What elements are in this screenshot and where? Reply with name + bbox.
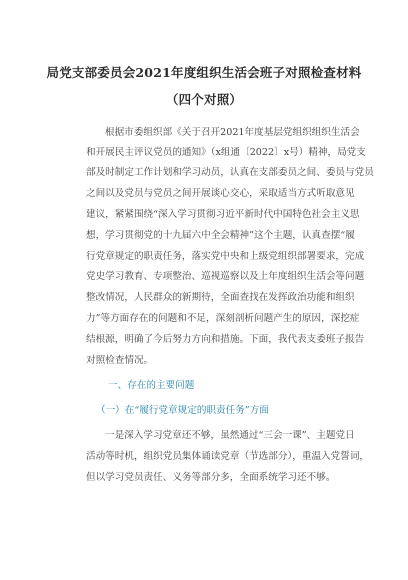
paragraph-line: 之间以及党员与党员之间开展谈心交心，采取适当方式听取意见 xyxy=(86,188,355,199)
paragraph-line: 行党章规定的职责任务，落实党中央和上级党组织部署要求，完成 xyxy=(86,251,365,262)
paragraph-line: 活动等时机，组织党员集体诵读党章（节选部分），重温入党誓词， xyxy=(86,451,370,462)
paragraph-line: 但以学习党员责任、义务等部分多，全面系统学习还不够。 xyxy=(86,472,336,483)
paragraph-line: 想，学习贯彻党的十九届六中全会精神”这个主题，认真查摆“履 xyxy=(86,230,355,241)
paragraph-line: 力”等方面存在的问题和不足，深刻剖析问题产生的原因，深挖症 xyxy=(86,313,360,324)
paragraph-line: 党史学习教育、专项整治、巡视巡察以及上年度组织生活会等问题 xyxy=(86,271,365,282)
paragraph-line: 部及时制定工作计划和学习动员，认真在支部委员之间、委员与党员 xyxy=(86,167,374,178)
paragraph-line: 和开展民主评议党员的通知》（x组通〔2022〕x号）精神，局党支 xyxy=(86,147,366,158)
paragraph-line: 一是深入学习党章还不够，虽然通过“三会一课”、主题党日 xyxy=(105,430,355,441)
section-heading: 一、存在的主要问题 xyxy=(108,380,195,391)
paragraph-line: 整改情况，人民群众的新期待，全面查找在发挥政治功能和组织 xyxy=(86,292,355,303)
paragraph-line: 结根源，明确了今后努力方向和措施。下面，我代表支委班子报告 xyxy=(86,334,365,345)
paragraph-line: 根据市委组织部《关于召开2021年度基层党组织组织生活会 xyxy=(105,127,360,138)
document-subtitle: （四个对照） xyxy=(165,92,243,107)
paragraph-line: 建议，紧紧围绕“深入学习贯彻习近平新时代中国特色社会主义思 xyxy=(86,209,360,220)
paragraph-line: 对照检查情况。 xyxy=(86,355,154,366)
document-title: 局党支部委员会2021年度组织生活会班子对照检查材料 xyxy=(46,65,362,80)
subsection-heading: （一）在“履行党章规定的职责任务”方面 xyxy=(96,405,269,416)
